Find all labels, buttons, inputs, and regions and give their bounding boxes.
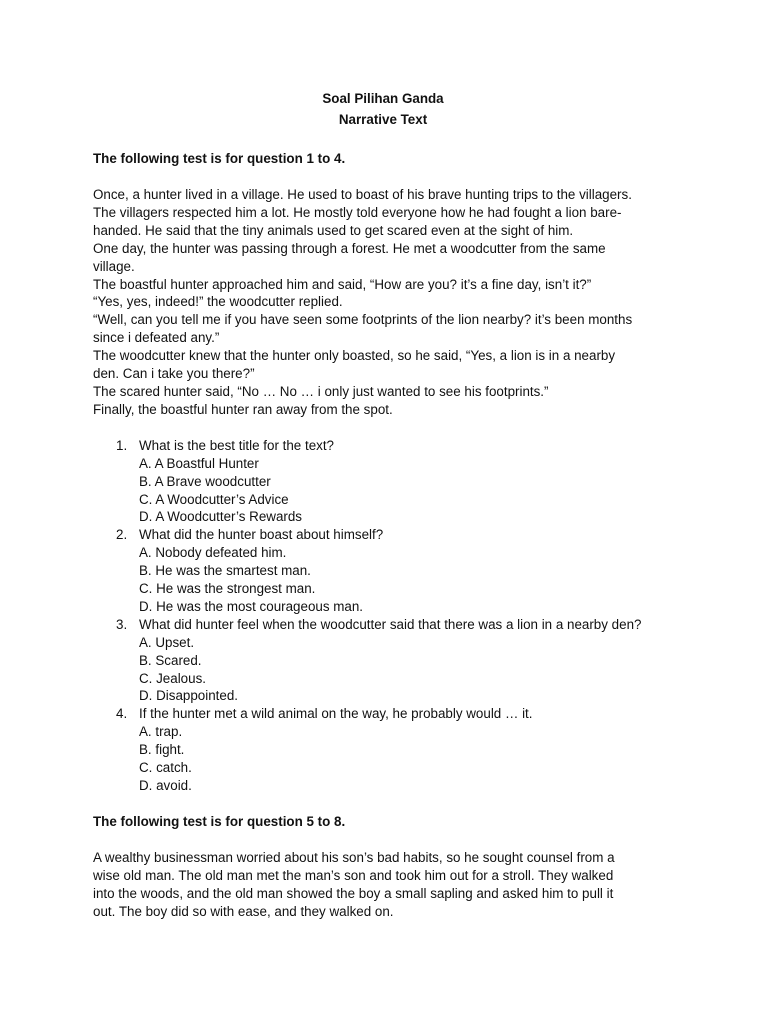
answer-option: B. Scared. — [139, 652, 202, 668]
story-paragraph-1 — [93, 186, 683, 419]
story-line: since i defeated any.” — [93, 330, 220, 346]
question-number: 1. — [116, 437, 128, 453]
story-line: handed. He said that the tiny animals used to get scared even at the sight of him. — [93, 222, 574, 238]
answer-option: C. He was the strongest man. — [139, 581, 316, 597]
answer-option: C. catch. — [139, 760, 192, 776]
story-line: The woodcutter knew that the hunter only boasted, so he said, “Yes, a lion is in a nearby — [93, 348, 616, 364]
story-line: wise old man. The old man met the man’s son and took him out for a stroll. They walked — [93, 867, 614, 883]
section-heading-1: The following test is for question 1 to 4. — [93, 151, 346, 166]
answer-option: D. He was the most courageous man. — [139, 598, 364, 614]
answer-option: B. fight. — [139, 742, 185, 758]
question-number: 2. — [116, 527, 128, 543]
answer-option: C. Jealous. — [139, 670, 206, 686]
story-line: village. — [93, 258, 135, 274]
question-item — [93, 616, 683, 706]
answer-option: C. A Woodcutter’s Advice — [139, 491, 289, 507]
story-line: den. Can i take you there?” — [93, 366, 255, 382]
answer-option: D. A Woodcutter’s Rewards — [139, 509, 302, 525]
story-line: The scared hunter said, “No … No … i only just wanted to see his footprints.” — [93, 383, 549, 399]
answer-option: A. trap. — [139, 724, 183, 740]
answer-option: A. Upset. — [139, 634, 195, 650]
story-paragraph-2 — [93, 849, 683, 921]
answer-option: D. Disappointed. — [139, 688, 238, 704]
document-title: Soal Pilihan Ganda — [322, 91, 444, 106]
story-line: A wealthy businessman worried about his son’s bad habits, so he sought counsel from a — [93, 849, 615, 865]
title-block — [83, 88, 683, 130]
story-line: into the woods, and the old man showed the boy a small sapling and asked him to pull it — [93, 885, 614, 901]
document-subtitle: Narrative Text — [338, 112, 428, 127]
story-line: Finally, the boastful hunter ran away from the spot. — [93, 401, 393, 417]
story-line: out. The boy did so with ease, and they walked on. — [93, 903, 394, 919]
question-number: 3. — [116, 616, 128, 632]
question-text: What is the best title for the text? — [139, 437, 335, 453]
question-text: What did hunter feel when the woodcutter said that there was a lion in a nearby den? — [139, 616, 642, 632]
story-line: Once, a hunter lived in a village. He used to boast of his brave hunting trips to the villagers. — [93, 187, 632, 202]
question-item — [93, 526, 683, 616]
question-item — [93, 705, 683, 795]
story-line: One day, the hunter was passing through a forest. He met a woodcutter from the same — [93, 240, 606, 256]
question-item — [93, 437, 683, 527]
question-number: 4. — [116, 706, 128, 722]
section-heading-2: The following test is for question 5 to 8. — [93, 813, 346, 829]
answer-option: A. Nobody defeated him. — [139, 545, 287, 561]
story-line: The boastful hunter approached him and said, “How are you? it’s a fine day, isn’t it?” — [93, 276, 592, 292]
question-text: What did the hunter boast about himself? — [139, 527, 384, 543]
answer-option: B. A Brave woodcutter — [139, 473, 271, 489]
answer-option: D. avoid. — [139, 778, 192, 793]
story-line: “Well, can you tell me if you have seen some footprints of the lion nearby? it’s been months — [93, 312, 633, 328]
story-line: The villagers respected him a lot. He mostly told everyone how he had fought a lion bare- — [93, 204, 622, 220]
question-list — [93, 437, 683, 795]
answer-option: B. He was the smartest man. — [139, 563, 311, 579]
document-page — [93, 88, 683, 921]
story-line: “Yes, yes, indeed!” the woodcutter replied. — [93, 294, 343, 310]
answer-option: A. A Boastful Hunter — [139, 455, 259, 471]
question-text: If the hunter met a wild animal on the way, he probably would … it. — [139, 706, 533, 722]
